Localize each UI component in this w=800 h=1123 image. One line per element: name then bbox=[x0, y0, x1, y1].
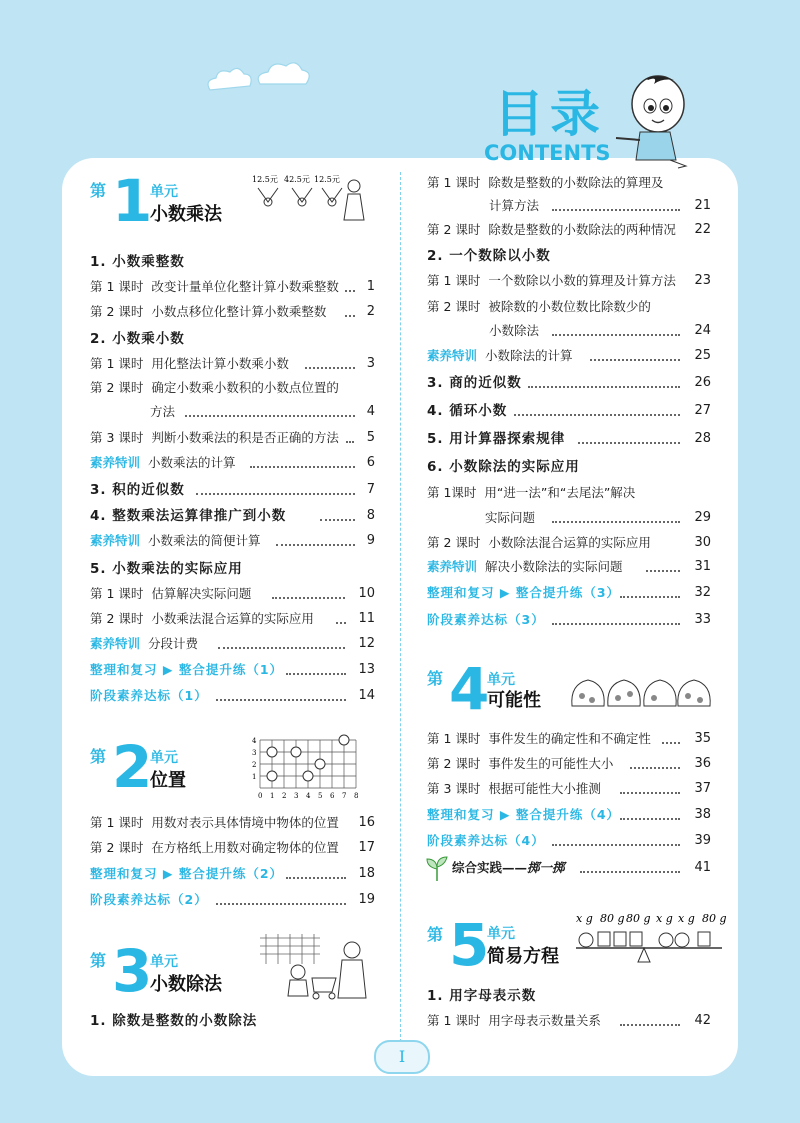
page-number: 39 bbox=[694, 833, 711, 848]
weight-label: x g bbox=[678, 912, 695, 925]
toc-row[interactable]: 第 1 课时 用化整法计算小数乘小数 bbox=[90, 356, 289, 371]
section-title: 6. 小数除法的实际应用 bbox=[427, 459, 580, 475]
toc-row[interactable]: 第 2 课时 事件发生的可能性大小 bbox=[427, 756, 614, 771]
unit-5-balance-illustration bbox=[574, 910, 730, 972]
toc-row[interactable]: 第 3 课时 根据可能性大小推测 bbox=[427, 781, 601, 796]
leader-dots bbox=[552, 844, 680, 846]
unit-1-number: 1 bbox=[112, 167, 153, 235]
review-row[interactable]: 整理和复习 ▶ 整合提升练（2） bbox=[90, 866, 284, 881]
page-number: 21 bbox=[694, 198, 711, 213]
page-number: 19 bbox=[358, 892, 375, 907]
page-number: 23 bbox=[694, 273, 711, 288]
weight-label: 80 g bbox=[626, 912, 651, 925]
unit-1-illustration bbox=[252, 172, 367, 224]
page-number: 31 bbox=[694, 559, 711, 574]
toc-row[interactable]: 第 1 课时 用数对表示具体情境中物体的位置 bbox=[90, 815, 339, 830]
toc-row[interactable]: 第 2 课时 除数是整数的小数除法的两种情况 bbox=[427, 222, 676, 237]
axis-x-label: 8 bbox=[354, 792, 359, 800]
toc-row[interactable]: 素养特训 小数乘法的计算 bbox=[90, 455, 236, 470]
toc-row[interactable]: 第 1 课时 事件发生的确定性和不确定性 bbox=[427, 731, 651, 746]
leader-dots bbox=[216, 903, 346, 905]
axis-y-label: 4 bbox=[252, 737, 257, 745]
price-label-2: 42.5元 bbox=[284, 175, 310, 184]
leader-dots bbox=[552, 521, 680, 523]
leader-dots bbox=[620, 596, 680, 598]
price-label-3: 12.5元 bbox=[314, 175, 340, 184]
page-number: 29 bbox=[694, 510, 711, 525]
leader-dots bbox=[620, 818, 680, 820]
price-label-1: 12.5元 bbox=[252, 175, 278, 184]
unit-3-title: 小数除法 bbox=[150, 974, 222, 995]
toc-row-continued[interactable]: 实际问题 bbox=[485, 510, 536, 525]
leader-dots bbox=[662, 742, 680, 744]
leader-dots bbox=[590, 359, 680, 361]
toc-row-continued[interactable]: 小数除法 bbox=[489, 323, 540, 338]
unit-2-prefix: 第 bbox=[90, 747, 107, 766]
page-number: 30 bbox=[694, 535, 711, 550]
unit-2-label: 单元 bbox=[150, 750, 178, 766]
section-title: 2. 小数乘小数 bbox=[90, 331, 185, 347]
page-number: 8 bbox=[366, 508, 375, 523]
axis-y-label: 3 bbox=[252, 749, 257, 757]
page-number: 35 bbox=[694, 731, 711, 746]
cloud-decoration bbox=[200, 58, 320, 98]
page-title: 目录 bbox=[494, 85, 606, 143]
page-number: 38 bbox=[694, 807, 711, 822]
toc-row[interactable]: 第 1 课时 用字母表示数量关系 bbox=[427, 1013, 601, 1028]
toc-row[interactable]: 第 2 课时 被除数的小数位数比除数少的 bbox=[427, 299, 651, 314]
page-number: 13 bbox=[358, 662, 375, 677]
section-title: 1. 除数是整数的小数除法 bbox=[90, 1013, 258, 1029]
toc-row[interactable]: 第 1课时 用“进一法”和“去尾法”解决 bbox=[427, 485, 636, 500]
leader-dots bbox=[218, 647, 345, 649]
leader-dots bbox=[578, 442, 680, 444]
toc-row-continued[interactable]: 方法 bbox=[150, 404, 176, 419]
toc-row-continued[interactable]: 计算方法 bbox=[489, 198, 540, 213]
page-number: 22 bbox=[694, 222, 711, 237]
page-title-en: CONTENTS bbox=[484, 141, 611, 165]
leader-dots bbox=[272, 597, 345, 599]
unit-4-label: 单元 bbox=[487, 672, 515, 688]
weight-label: 80 g bbox=[702, 912, 727, 925]
page-number: 37 bbox=[694, 781, 711, 796]
axis-x-label: 6 bbox=[330, 792, 335, 800]
page-number: 36 bbox=[694, 756, 711, 771]
page-number: 7 bbox=[366, 482, 375, 497]
unit-5-title: 简易方程 bbox=[487, 946, 559, 967]
page-number: 32 bbox=[694, 585, 711, 600]
review-row[interactable]: 整理和复习 ▶ 整合提升练（1） bbox=[90, 662, 284, 677]
page-number: 3 bbox=[366, 356, 375, 371]
unit-1-label: 单元 bbox=[150, 184, 178, 200]
leader-dots bbox=[580, 871, 680, 873]
page-number: 42 bbox=[694, 1013, 711, 1028]
leader-dots bbox=[276, 544, 355, 546]
page-number: 10 bbox=[358, 586, 375, 601]
axis-y-label: 1 bbox=[252, 773, 257, 781]
section-title: 3. 积的近似数 bbox=[90, 482, 185, 498]
toc-row[interactable]: 第 2 课时 确定小数乘小数积的小数点位置的 bbox=[90, 380, 339, 395]
toc-row[interactable]: 第 1 课时 估算解决实际问题 bbox=[90, 586, 252, 601]
cartoon-boy-illustration bbox=[600, 70, 710, 170]
unit-3-prefix: 第 bbox=[90, 951, 107, 970]
toc-row[interactable]: 素养特训 小数乘法的简便计算 bbox=[90, 533, 261, 548]
unit-5-label: 单元 bbox=[487, 926, 515, 942]
section-title: 2. 一个数除以小数 bbox=[427, 248, 551, 264]
axis-x-label: 5 bbox=[318, 792, 323, 800]
unit-2-grid-illustration bbox=[250, 732, 362, 802]
plant-icon bbox=[425, 855, 449, 881]
assessment-row[interactable]: 阶段素养达标（1） bbox=[90, 688, 208, 703]
axis-x-label: 0 bbox=[258, 792, 263, 800]
leader-dots bbox=[552, 334, 680, 336]
toc-row[interactable]: 素养特训 小数除法的计算 bbox=[427, 348, 573, 363]
leader-dots bbox=[514, 414, 680, 416]
toc-row[interactable]: 素养特训 分段计费 bbox=[90, 636, 198, 651]
leader-dots bbox=[646, 570, 680, 572]
review-row[interactable]: 整理和复习 ▶ 整合提升练（4） bbox=[427, 807, 621, 822]
toc-row[interactable]: 第 1 课时 一个数除以小数的算理及计算方法 bbox=[427, 273, 676, 288]
unit-4-prefix: 第 bbox=[427, 669, 444, 688]
toc-row[interactable]: 第 2 课时 小数除法混合运算的实际应用 bbox=[427, 535, 651, 550]
leader-dots bbox=[216, 699, 346, 701]
leader-dots bbox=[552, 209, 680, 211]
unit-5-number: 5 bbox=[449, 911, 490, 979]
toc-row[interactable]: 第 2 课时 小数乘法混合运算的实际应用 bbox=[90, 611, 314, 626]
page-number: 14 bbox=[358, 688, 375, 703]
leader-dots bbox=[185, 415, 355, 417]
section-title: 1. 用字母表示数 bbox=[427, 988, 537, 1004]
unit-4-number: 4 bbox=[449, 655, 490, 723]
section-title: 3. 商的近似数 bbox=[427, 375, 522, 391]
unit-5-prefix: 第 bbox=[427, 925, 444, 944]
leader-dots bbox=[286, 877, 346, 879]
section-title: 4. 整数乘法运算律推广到小数 bbox=[90, 508, 287, 524]
toc-row[interactable]: 第 2 课时 小数点移位化整计算小数乘整数 bbox=[90, 304, 327, 319]
page-number: 11 bbox=[358, 611, 375, 626]
section-title: 5. 小数乘法的实际应用 bbox=[90, 561, 243, 577]
section-title: 1. 小数乘整数 bbox=[90, 254, 185, 270]
assessment-row[interactable]: 阶段素养达标（3） bbox=[427, 612, 545, 627]
section-title: 5. 用计算器探索规律 bbox=[427, 431, 566, 447]
page-number: 2 bbox=[366, 304, 375, 319]
unit-3-label: 单元 bbox=[150, 954, 178, 970]
weight-label: x g bbox=[576, 912, 593, 925]
column-divider bbox=[400, 172, 401, 1052]
section-title: 4. 循环小数 bbox=[427, 403, 508, 419]
unit-4-title: 可能性 bbox=[487, 690, 541, 711]
leader-dots bbox=[630, 767, 680, 769]
toc-row[interactable]: 第 2 课时 在方格纸上用数对确定物体的位置 bbox=[90, 840, 339, 855]
toc-row[interactable]: 第 1 课时 改变计量单位化整计算小数乘整数 bbox=[90, 279, 339, 294]
page-number: 41 bbox=[694, 860, 711, 875]
page-number: 18 bbox=[358, 866, 375, 881]
axis-x-label: 7 bbox=[342, 792, 347, 800]
leader-dots bbox=[196, 493, 355, 495]
page-number: 6 bbox=[366, 455, 375, 470]
page-number: 27 bbox=[694, 403, 711, 418]
practice-row[interactable]: 综合实践——掷一掷 bbox=[452, 860, 565, 875]
axis-x-label: 3 bbox=[294, 792, 299, 800]
page-number: 1 bbox=[366, 279, 375, 294]
leader-dots bbox=[528, 386, 680, 388]
assessment-row[interactable]: 阶段素养达标（4） bbox=[427, 833, 545, 848]
unit-1-title: 小数乘法 bbox=[150, 204, 222, 225]
axis-x-label: 1 bbox=[270, 792, 275, 800]
assessment-row[interactable]: 阶段素养达标（2） bbox=[90, 892, 208, 907]
leader-dots bbox=[620, 792, 680, 794]
toc-row[interactable]: 第 3 课时 判断小数乘法的积是否正确的方法 bbox=[90, 430, 339, 445]
leader-dots bbox=[286, 673, 346, 675]
page-number: 26 bbox=[694, 375, 711, 390]
weight-label: x g bbox=[656, 912, 673, 925]
page-number: 17 bbox=[358, 840, 375, 855]
page-number: 33 bbox=[694, 612, 711, 627]
toc-row[interactable]: 第 1 课时 除数是整数的小数除法的算理及 bbox=[427, 175, 664, 190]
page-number: 5 bbox=[366, 430, 375, 445]
page-number: 24 bbox=[694, 323, 711, 338]
page-number-badge: I bbox=[374, 1040, 430, 1074]
unit-3-number: 3 bbox=[112, 937, 153, 1005]
unit-2-number: 2 bbox=[112, 733, 153, 801]
unit-4-balls-illustration bbox=[568, 670, 713, 710]
leader-dots bbox=[552, 623, 680, 625]
review-row[interactable]: 整理和复习 ▶ 整合提升练（3） bbox=[427, 585, 621, 600]
weight-label: 80 g bbox=[600, 912, 625, 925]
page-number: 28 bbox=[694, 431, 711, 446]
leader-dots bbox=[250, 466, 355, 468]
unit-3-illustration bbox=[256, 932, 371, 1002]
toc-row[interactable]: 素养特训 解决小数除法的实际问题 bbox=[427, 559, 623, 574]
leader-dots bbox=[620, 1024, 680, 1026]
page-number: 16 bbox=[358, 815, 375, 830]
axis-x-label: 4 bbox=[306, 792, 311, 800]
page-number: 25 bbox=[694, 348, 711, 363]
page-number: 12 bbox=[358, 636, 375, 651]
page-number: 4 bbox=[366, 404, 375, 419]
page-number: 9 bbox=[366, 533, 375, 548]
unit-2-title: 位置 bbox=[150, 770, 186, 791]
axis-x-label: 2 bbox=[282, 792, 287, 800]
unit-1-prefix: 第 bbox=[90, 181, 107, 200]
axis-y-label: 2 bbox=[252, 761, 257, 769]
